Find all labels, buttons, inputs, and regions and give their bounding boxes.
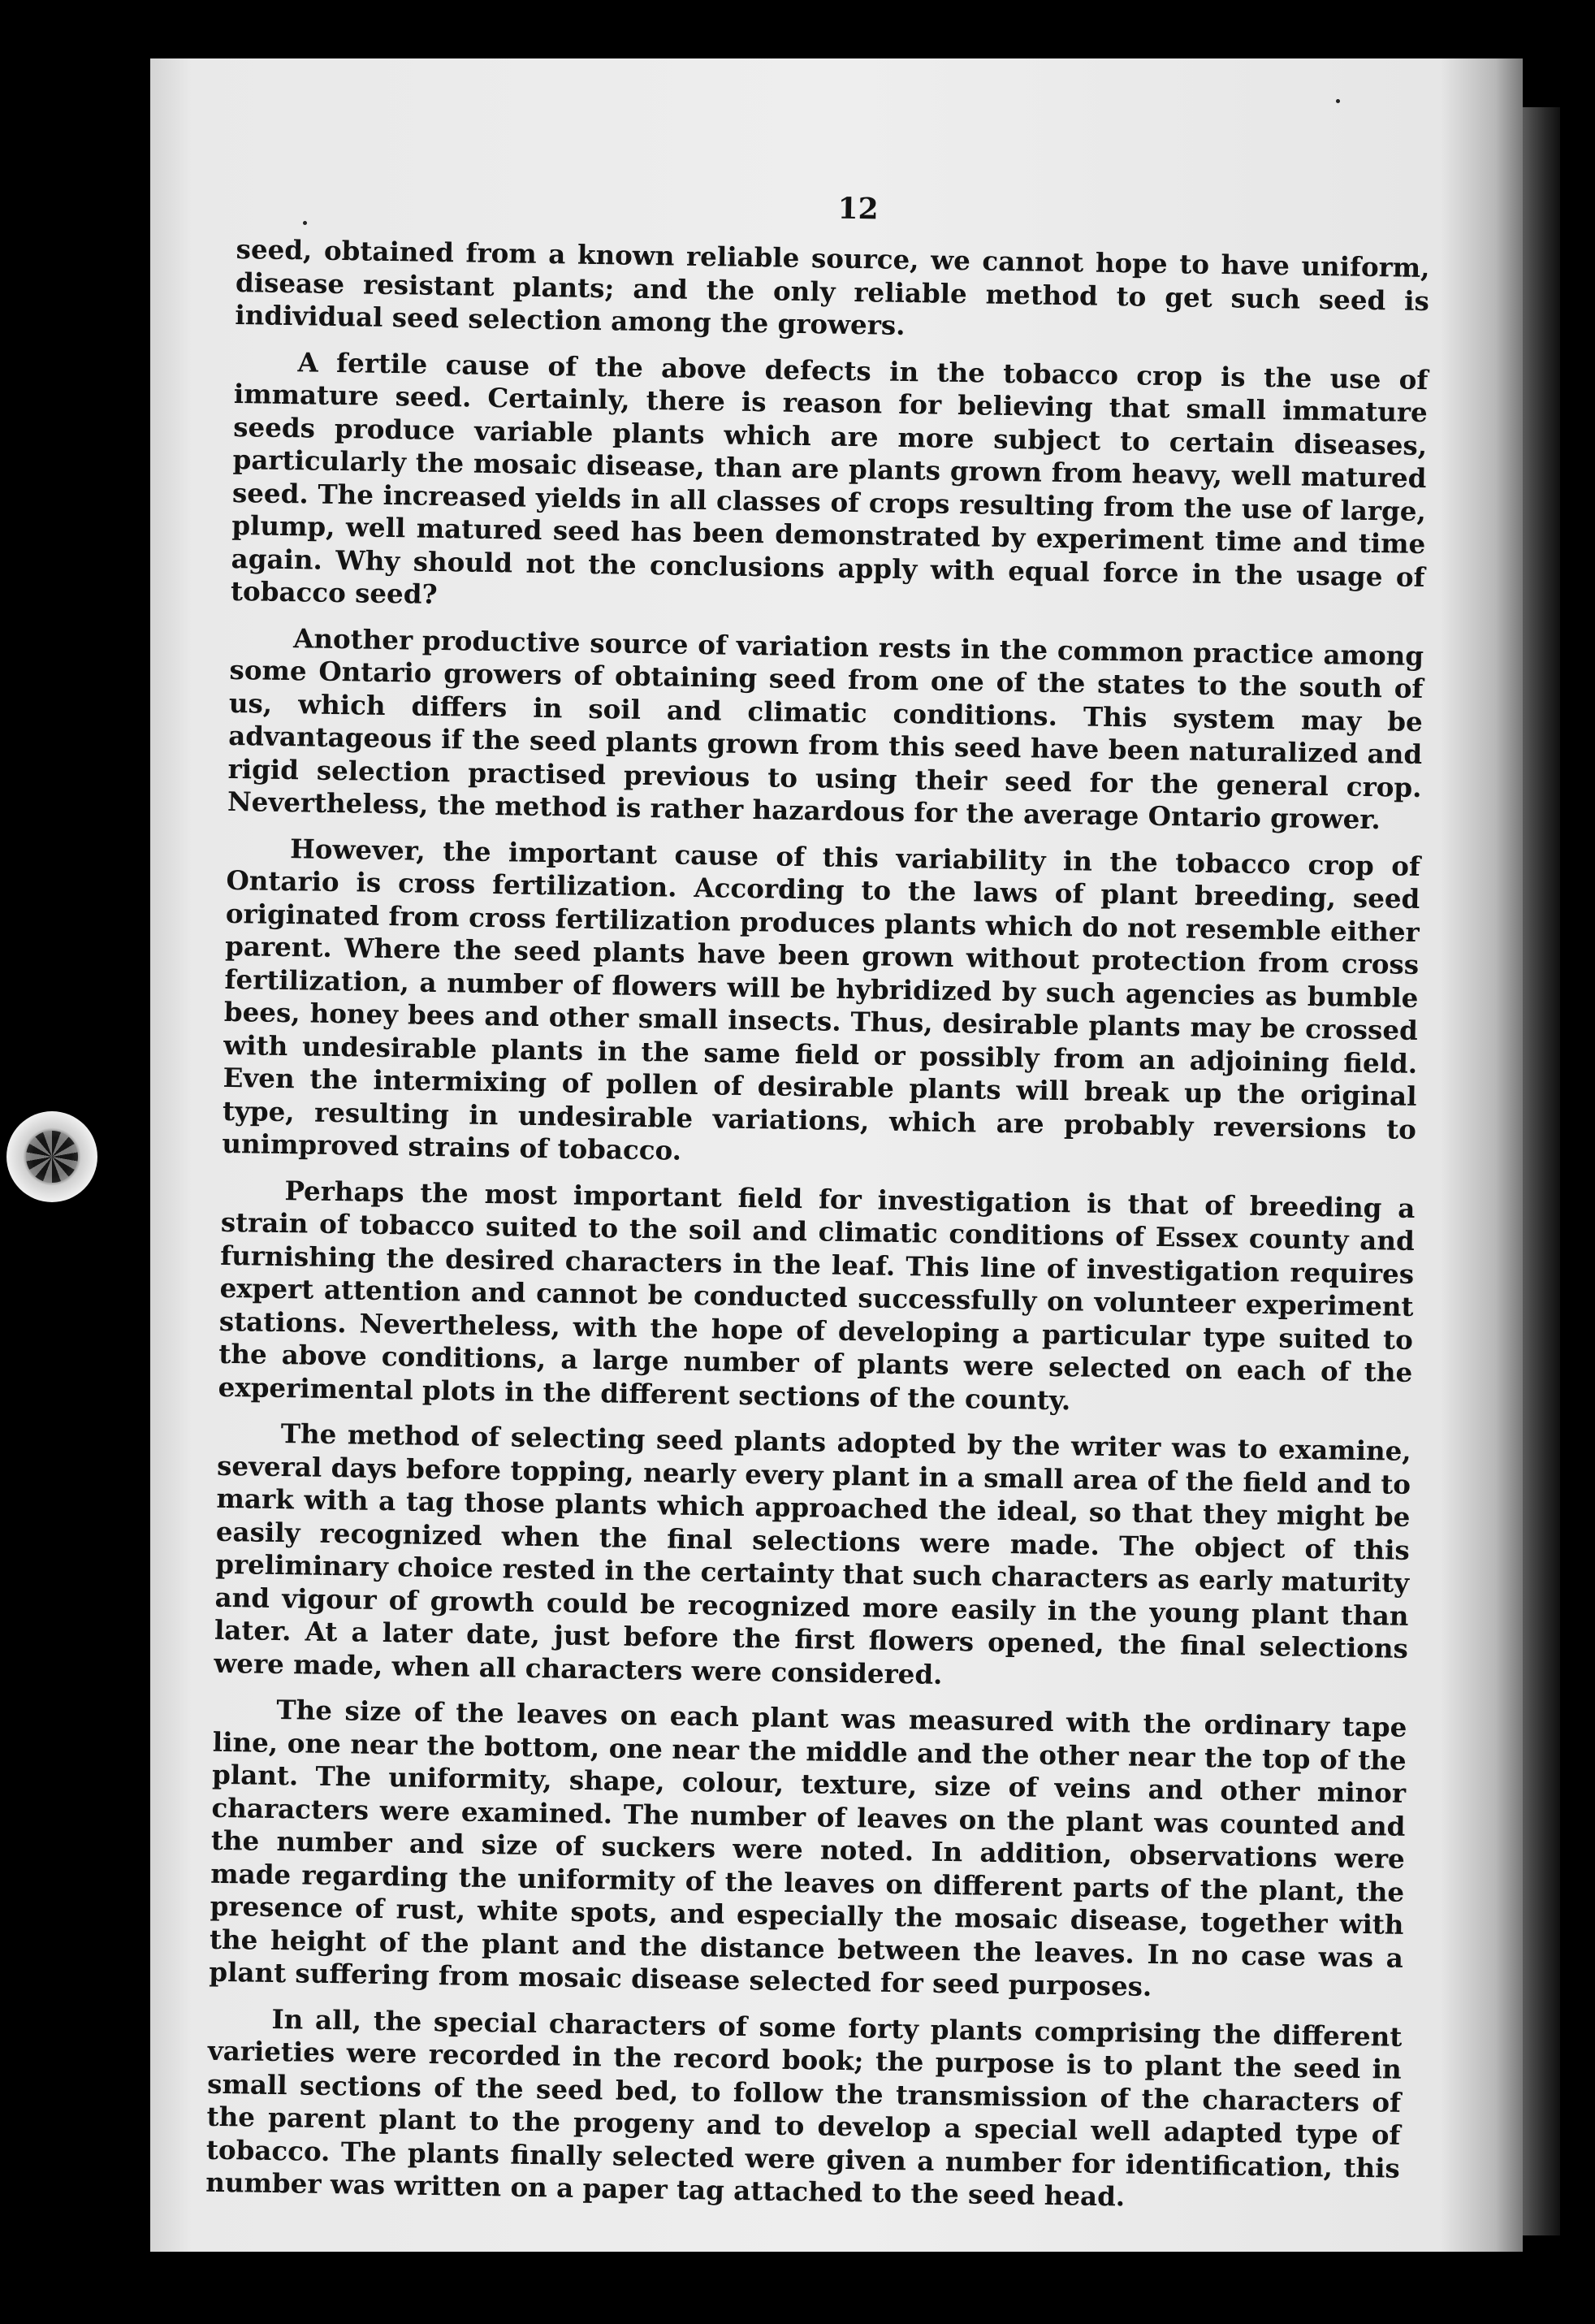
paragraph: The size of the leaves on each plant was measured with the ordinary tape line, one near the bottom, one near the middle and the other near the top of the plant. The uniformity, shape, colour, texture, size of veins and other minor characters were examined. The number of leaves on the plant was counted and the number and size of suckers were noted. In addition, observations were made regarding the uniformity of the leaves on different parts of the plant, the presence of rust, white spots, and especially the mosaic disease, together with the height of the plant and the distance between the leaves. In no case was a plant suffering from mosaic disease selected for seed purposes. bbox=[209, 1693, 1407, 2002]
dust-speck bbox=[1336, 99, 1340, 103]
page-number: 12 bbox=[837, 191, 879, 227]
paragraph: Perhaps the most important field for investigation is that of breeding a strain of tobacco suited to the soil and climatic conditions of Essex county and furnishing the desired characters in the leaf. This line of investigation requires expert attention and cannot be conducted successfully on volunteer experiment stations. Nevertheless, with the hope of developing a particular type suited to the above conditions, a large number of plants were selected on each of the experimental plots in the different sections of the county. bbox=[218, 1174, 1416, 1416]
page-edge-shadow bbox=[1523, 107, 1560, 2235]
paragraph: The method of selecting seed plants adopted by the writer was to examine, several days before topping, nearly every plant in a small area of the field and to mark with a tag those plants which approached the ideal, so that they might be easily recognized when the final selections were made. The object of this preliminary choice rested in the certainty that such characters as early maturity and vigour of growth could be recognized more easily in the young plant than later. At a later date, just before the first flowers opened, the final selections were made, when all characters were considered. bbox=[214, 1417, 1411, 1690]
page-body bbox=[205, 183, 1431, 2231]
paragraph: seed, obtained from a known reliable source, we cannot hope to have uniform, disease resistant plants; and the only reliable method to get such seed is individual seed selection among the growers. bbox=[235, 232, 1430, 341]
paragraph: A fertile cause of the above defects in the tobacco crop is the use of immature seed. Certainly, there is reason for believing that small immature seeds produce variable plants which are more subject to certain diseases, particularly the mosaic disease, than are plants grown from heavy, well matured seed. The increased yields in all classes of crops resulting from the use of large, plump, well matured seed has been demonstrated by experiment time and time again. Why should not the conclusions apply with equal force in the usage of tobacco seed? bbox=[230, 345, 1429, 610]
paragraph: Another productive source of variation rests in the common practice among some Ontario growers of obtaining seed from one of the states to the south of us, which differs in soil and climatic conditions. This system may be advantageous if the seed plants grown from this seed have been naturalized and rigid selection practised previous to using their seed for the general crop. Nevertheless, the method is rather hazardous for the average Ontario grower. bbox=[227, 621, 1424, 836]
paragraph: However, the important cause of this variability in the tobacco crop of Ontario is cross fertilization. According to the laws of plant breeding, seed originated from cross fertilization produces plants which do not resemble either parent. Where the seed plants have been grown without protection from cross fertilization, a number of flowers will be hybridized by such agencies as bumble bees, honey bees and other small insects. Thus, desirable plants may be crossed with undesirable plants in the same field or possibly from an adjoining field. Even the intermixing of pollen of desirable plants will break up the original type, resulting in undesirable variations, which are probably reversions to unimproved strains of tobacco. bbox=[222, 832, 1421, 1166]
binding-hole bbox=[6, 1111, 97, 1202]
paragraph: In all, the special characters of some forty plants comprising the different varieties were recorded in the record book; the purpose is to plant the seed in small sections of the seed bed, to follow the transmission of the characters of the parent plant to the progeny and to develop a special well adapted type of tobacco. The plants finally selected were given a number for identification, this number was written on a paper tag attached to the seed head. bbox=[205, 2002, 1403, 2213]
